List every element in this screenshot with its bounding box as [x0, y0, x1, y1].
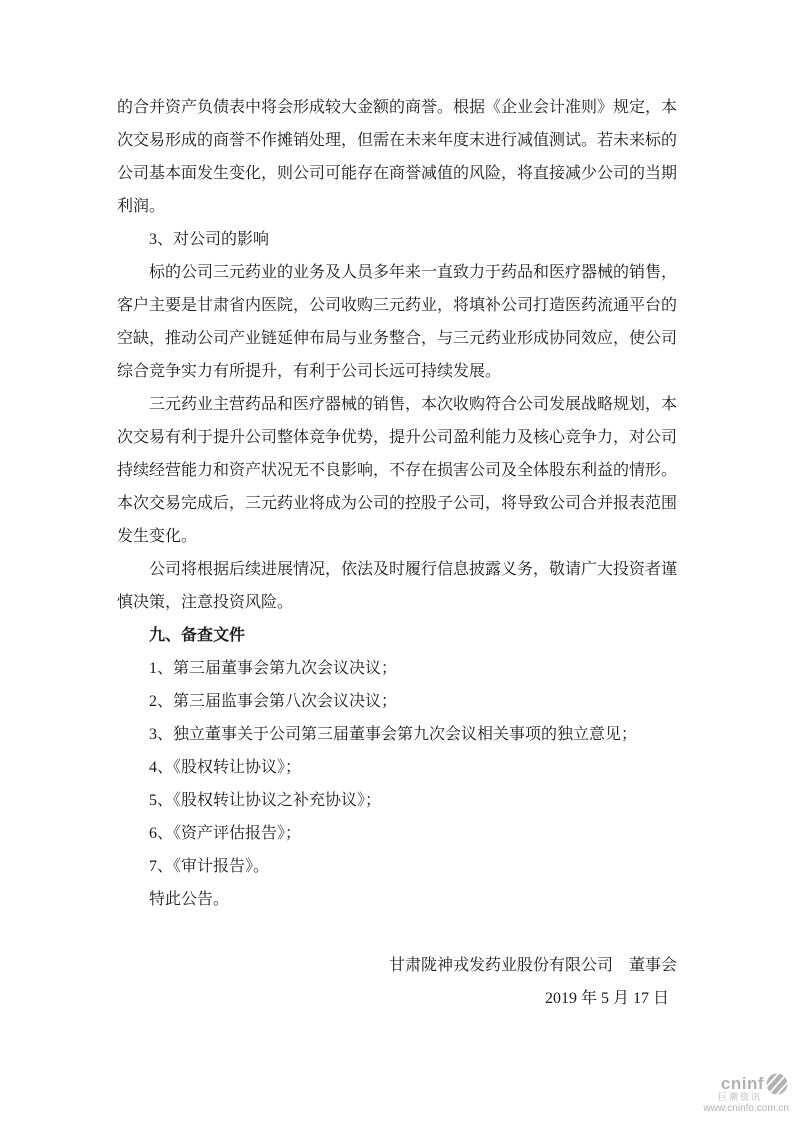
paragraph-continuation: 的合并资产负债表中将会形成较大金额的商誉。根据《企业会计准则》规定，本次交易形成的商誉不作摊销处理，但需在未来年度末进行减值测试。若未来标的公司基本面发生变化，则公司可能存在商誉减值的风险，将直接减少公司的当期利润。 [117, 99, 678, 215]
signature-date: 2019 年 5 月 17 日 [544, 990, 669, 1007]
spacer [117, 916, 677, 949]
paragraph: 公司将根据后续进展情况，依法及时履行信息披露义务，敬请广大投资者谨慎决策，注意投资风险。 [117, 561, 678, 611]
list-item: 6、《资产评估报告》； [149, 825, 302, 842]
cninfo-url-text: www.cninfo.com.cn [703, 1102, 789, 1114]
subsection-heading-impact: 3、对公司的影响 [149, 231, 270, 248]
list-item: 3、独立董事关于公司第三届董事会第九次会议相关事项的独立意见； [149, 726, 638, 743]
list-item: 7、《审计报告》。 [149, 858, 270, 875]
cninfo-brand-text: cninf [720, 1074, 764, 1094]
list-item: 4、《股权转让协议》； [149, 759, 302, 776]
list-item: 5、《股权转让协议之补充协议》； [149, 792, 382, 809]
list-item: 1、第三届董事会第九次会议决议； [149, 660, 398, 677]
paragraph: 标的公司三元药业的业务及人员多年来一直致力于药品和医疗器械的销售，客户主要是甘肃省内医院，公司收购三元药业，将填补公司打造医药流通平台的空缺，推动公司产业链延伸布局与业务整合，与三元药业形成协同效应，使公司综合竞争实力有所提升，有利于公司长远可持续发展。 [117, 264, 678, 380]
cninfo-watermark [703, 1072, 789, 1114]
paragraph: 三元药业主营药品和医疗器械的销售，本次收购符合公司发展战略规划，本次交易有利于提升公司整体竞争优势，提升公司盈利能力及核心竞争力，对公司持续经营能力和资产状况无不良影响，不存在损害公司及全体股东利益的情形。本次交易完成后，三元药业将成为公司的控股子公司，将导致公司合并报表范围发生变化。 [117, 396, 678, 545]
list-item: 2、第三届监事会第八次会议决议； [149, 693, 398, 710]
signature-company: 甘肃陇神戎发药业股份有限公司 董事会 [388, 957, 677, 974]
section-heading-documents: 九、备查文件 [149, 627, 246, 644]
document-body [117, 91, 677, 1015]
cninfo-swirl-icon [765, 1072, 789, 1096]
cninfo-chinese-name: 巨潮资讯 [717, 1092, 762, 1103]
closing-statement: 特此公告。 [149, 891, 230, 908]
